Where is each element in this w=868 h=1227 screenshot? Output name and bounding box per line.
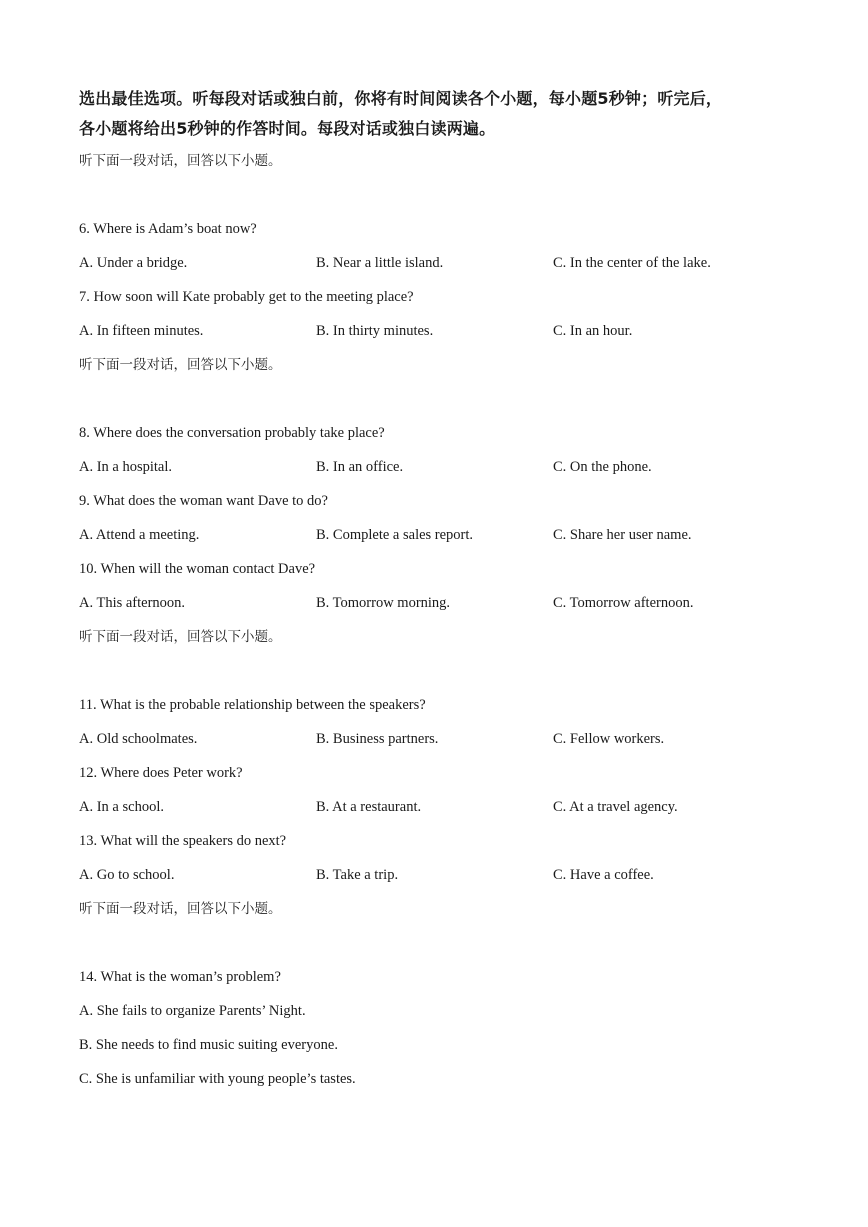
option-c: C. Fellow workers.	[553, 731, 665, 747]
option-a: A. In a school.	[79, 799, 164, 815]
option-b: B. At a restaurant.	[316, 799, 422, 815]
section-intro: 听下面一段对话，回答以下小题。	[79, 153, 282, 169]
audio-gap	[79, 926, 799, 960]
question-stem: 7. How soon will Kate probably get to the meeting place?	[79, 289, 414, 305]
question-stem: 12. Where does Peter work?	[79, 765, 243, 781]
instructions-line-1: 选出最佳选项。听每段对话或独白前，你将有时间阅读各个小题，每小题5秒钟；听完后，	[79, 89, 723, 108]
question-stem: 13. What will the speakers do next?	[79, 833, 287, 849]
option-a: A. In fifteen minutes.	[79, 323, 204, 339]
option-b: B. Near a little island.	[316, 255, 444, 271]
option-a: A. This afternoon.	[79, 595, 186, 611]
option-c: C. Tomorrow afternoon.	[553, 595, 694, 611]
option-b: B. In thirty minutes.	[316, 323, 434, 339]
option-a: A. Under a bridge.	[79, 255, 188, 271]
question-stem: 11. What is the probable relationship between the speakers?	[79, 697, 426, 713]
question-stem: 8. Where does the conversation probably take place?	[79, 425, 385, 441]
question-options	[79, 858, 799, 892]
option-c: C. In an hour.	[553, 323, 633, 339]
question-stem: 10. When will the woman contact Dave?	[79, 561, 316, 577]
option-a: A. In a hospital.	[79, 459, 173, 475]
audio-gap	[79, 382, 799, 416]
question-options	[79, 586, 799, 620]
option-c: C. On the phone.	[553, 459, 652, 475]
section-intro: 听下面一段对话，回答以下小题。	[79, 629, 282, 645]
question-options	[79, 450, 799, 484]
option-b: B. Business partners.	[316, 731, 439, 747]
question-options	[79, 314, 799, 348]
option-a: A. Attend a meeting.	[79, 527, 200, 543]
option-b: B. Tomorrow morning.	[316, 595, 451, 611]
question-options	[79, 246, 799, 280]
option-b: B. In an office.	[316, 459, 404, 475]
question-options	[79, 790, 799, 824]
question-stem: 6. Where is Adam’s boat now?	[79, 221, 257, 237]
audio-gap	[79, 654, 799, 688]
option-b: B. Complete a sales report.	[316, 527, 474, 543]
section-intro: 听下面一段对话，回答以下小题。	[79, 901, 282, 917]
option-a: A. She fails to organize Parents’ Night.	[79, 1003, 306, 1019]
option-c: C. At a travel agency.	[553, 799, 678, 815]
question-options	[79, 518, 799, 552]
instructions-line-2: 各小题将给出5秒钟的作答时间。每段对话或独白读两遍。	[79, 119, 496, 138]
option-a: A. Old schoolmates.	[79, 731, 198, 747]
option-c: C. Share her user name.	[553, 527, 692, 543]
document-page	[79, 84, 799, 1096]
question-stem: 14. What is the woman’s problem?	[79, 969, 281, 985]
option-b: B. Take a trip.	[316, 867, 399, 883]
audio-gap	[79, 178, 799, 212]
question-options	[79, 722, 799, 756]
option-c: C. In the center of the lake.	[553, 255, 711, 271]
option-c: C. She is unfamiliar with young people’s tastes.	[79, 1071, 356, 1087]
section-intro: 听下面一段对话，回答以下小题。	[79, 357, 282, 373]
option-c: C. Have a coffee.	[553, 867, 654, 883]
question-stem: 9. What does the woman want Dave to do?	[79, 493, 328, 509]
option-b: B. She needs to find music suiting everyone.	[79, 1037, 338, 1053]
option-a: A. Go to school.	[79, 867, 175, 883]
